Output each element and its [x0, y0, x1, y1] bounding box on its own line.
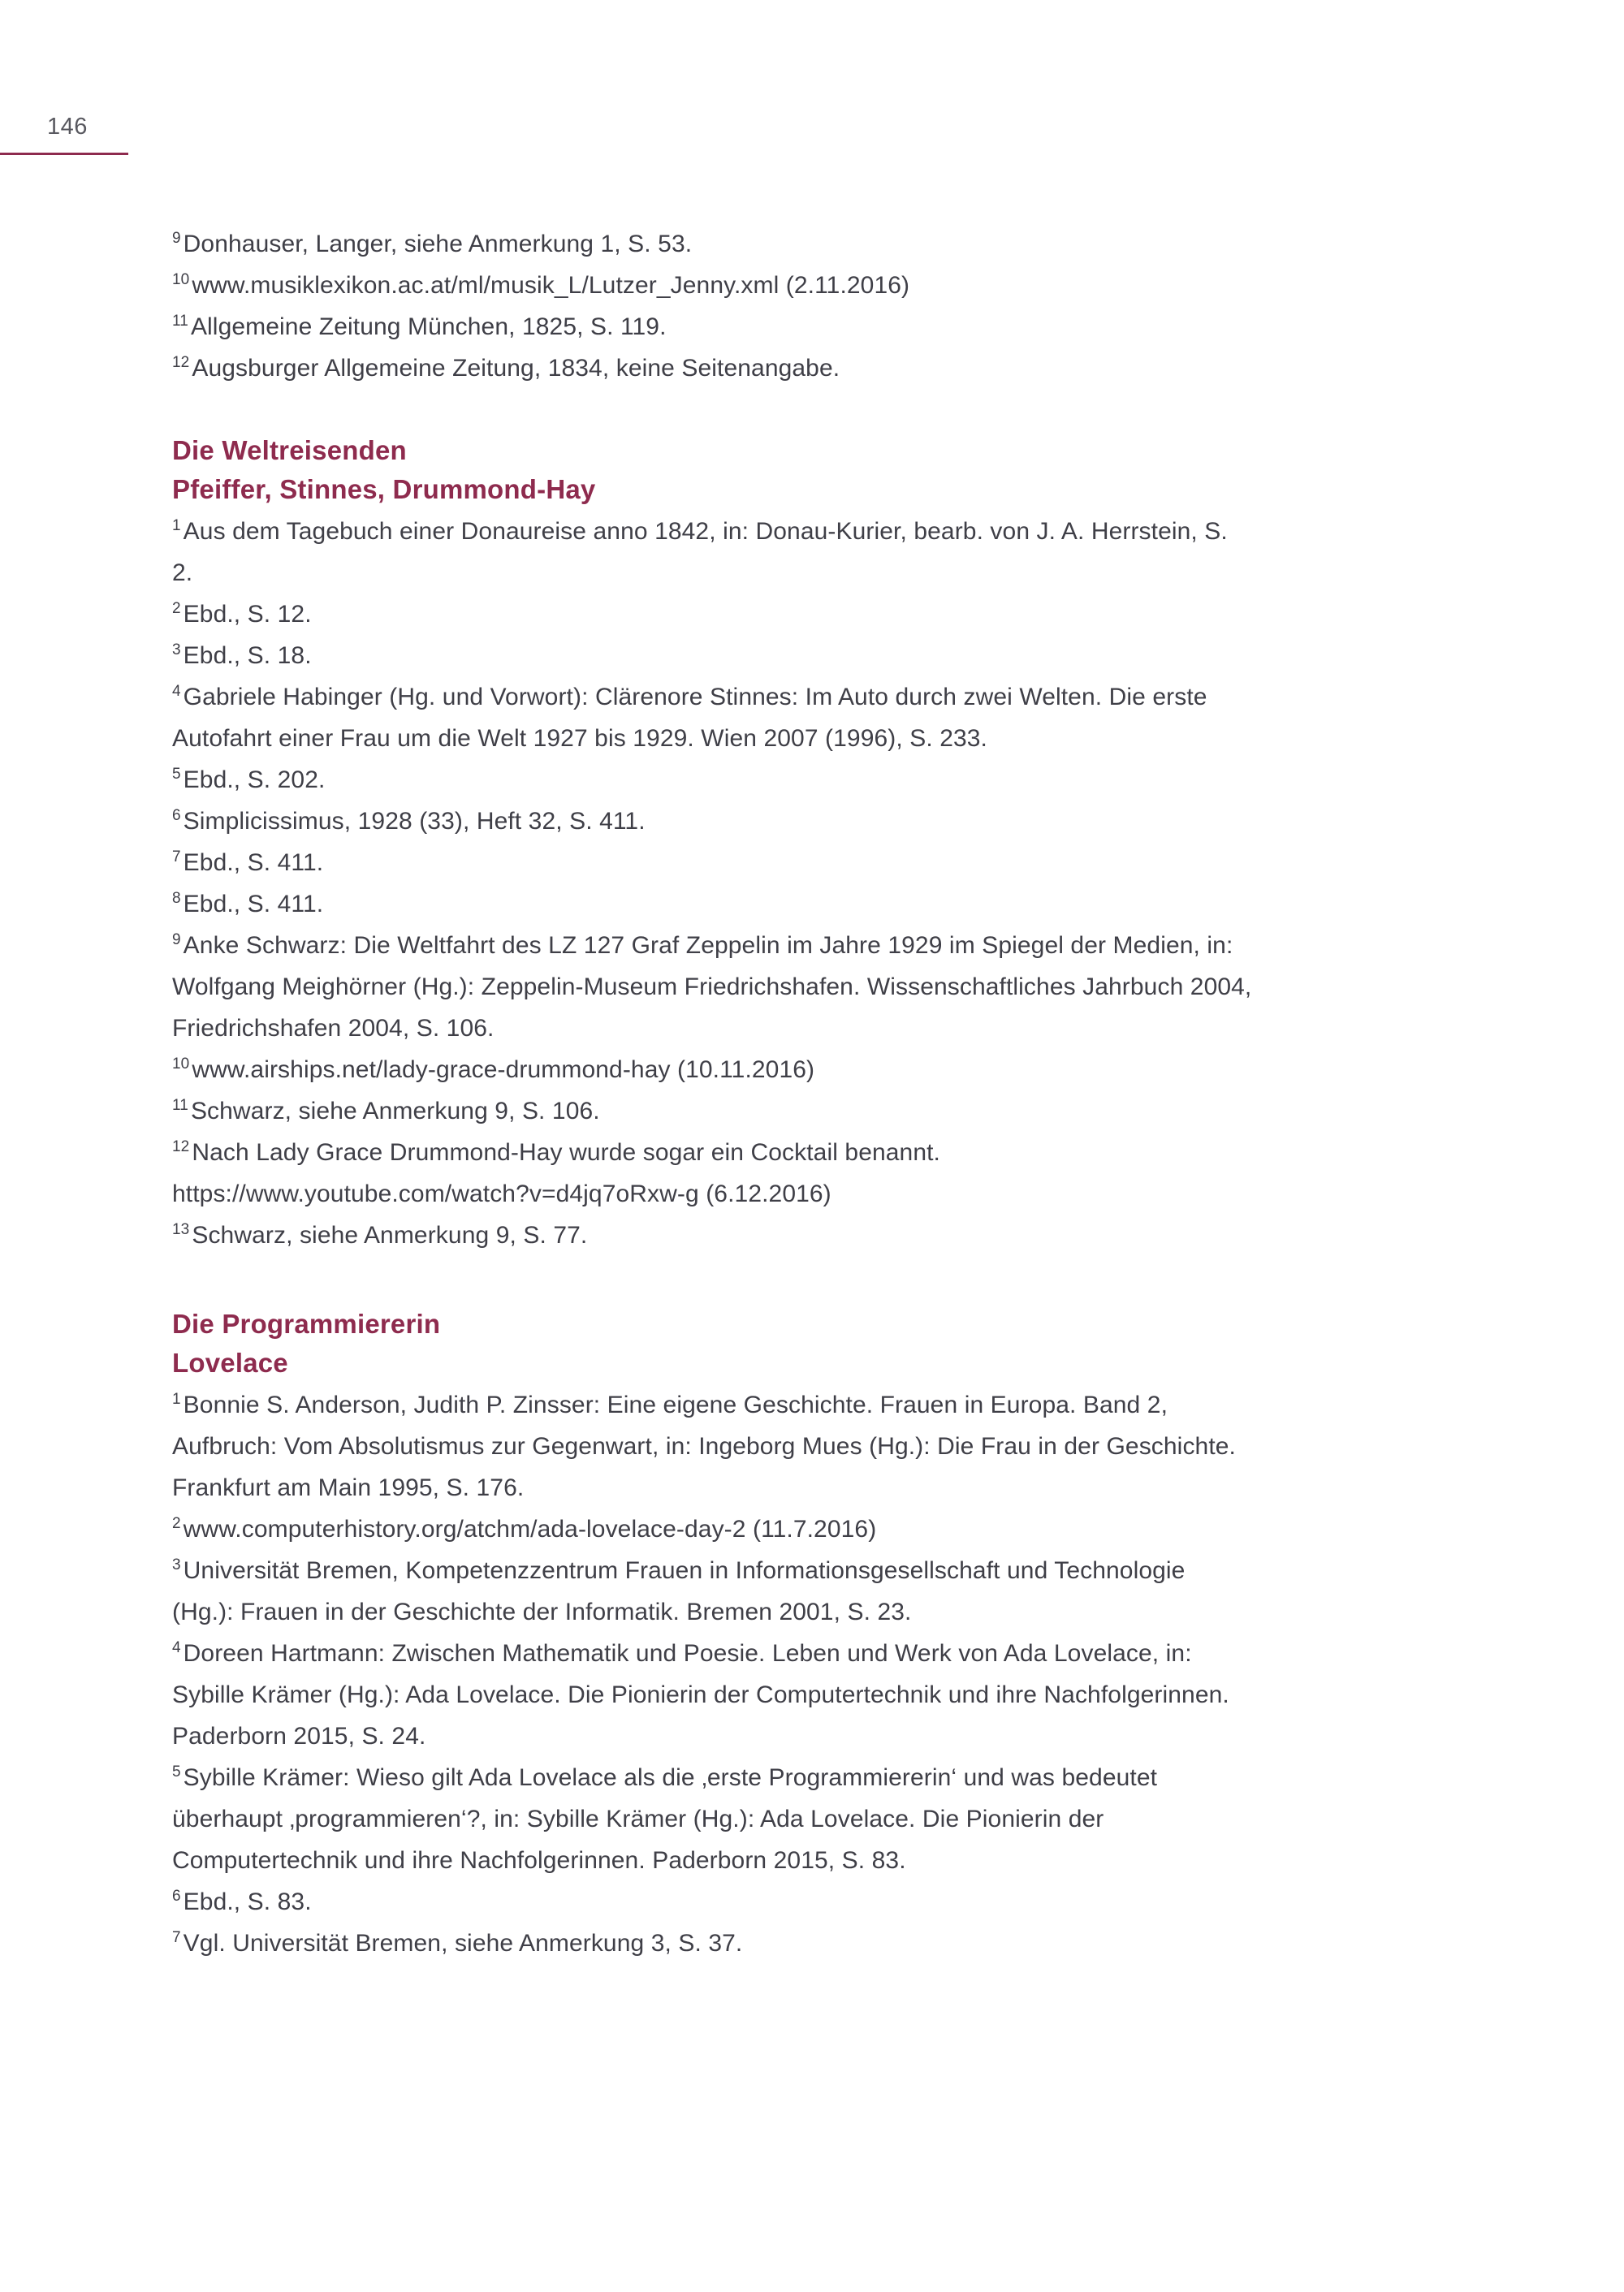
note-marker: 5 — [172, 766, 181, 783]
note-text: www.musiklexikon.ac.at/ml/musik_L/Lutzer_Jenny.xml (2.11.2016) — [192, 272, 910, 299]
note-text: Aus dem Tagebuch einer Donaureise anno 1842, in: Donau-Kurier, bearb. von J. A. Herrstein, S. 2. — [172, 518, 1228, 586]
note-item — [172, 801, 1252, 842]
note-marker: 7 — [172, 1929, 181, 1946]
note-marker: 5 — [172, 1763, 181, 1781]
note-marker: 6 — [172, 807, 181, 824]
note-marker: 10 — [172, 271, 190, 288]
section-die-programmiererin — [172, 1305, 1252, 1964]
note-item — [172, 306, 1252, 347]
note-text: Ebd., S. 202. — [183, 766, 326, 793]
section-title: Die Weltreisenden — [172, 435, 407, 465]
note-marker: 9 — [172, 230, 181, 247]
note-item — [172, 925, 1252, 1049]
note-text: Bonnie S. Anderson, Judith P. Zinsser: Eine eigene Geschichte. Frauen in Europa. Band 2, Aufbruch: Vom Absolutismus zur Gegenwart, in: Ingeborg Mues (Hg.): Die Frau in der Geschichte. Frankfurt am Main 1995, S. 176. — [172, 1392, 1236, 1501]
note-item — [172, 594, 1252, 635]
note-marker: 6 — [172, 1888, 181, 1905]
note-marker: 1 — [172, 517, 181, 534]
spacer — [172, 389, 1252, 431]
top-notes-block — [172, 223, 1252, 389]
note-marker: 2 — [172, 1515, 181, 1532]
note-marker: 4 — [172, 683, 181, 700]
note-text: Anke Schwarz: Die Weltfahrt des LZ 127 Graf Zeppelin im Jahre 1929 im Spiegel der Medien, in: Wolfgang Meighörner (Hg.): Zeppelin-Museum Friedrichshafen. Wissenschaftliches Jahrbuch 2004, Friedrichshafen 2004, S. 106. — [172, 932, 1252, 1042]
note-text: www.computerhistory.org/atchm/ada-lovelace-day-2 (11.7.2016) — [183, 1516, 877, 1543]
note-text: Simplicissimus, 1928 (33), Heft 32, S. 411. — [183, 808, 646, 835]
note-text: Nach Lady Grace Drummond-Hay wurde sogar ein Cocktail benannt. https://www.youtube.com/watch?v=d4jq7oRxw-g (6.12.2016) — [172, 1139, 940, 1207]
note-text: Allgemeine Zeitung München, 1825, S. 119. — [190, 313, 667, 340]
note-item — [172, 265, 1252, 306]
note-marker: 7 — [172, 848, 181, 865]
section-subtitle: Pfeiffer, Stinnes, Drummond-Hay — [172, 474, 596, 504]
spacer — [172, 1256, 1252, 1305]
note-text: Ebd., S. 411. — [183, 849, 324, 876]
section-subtitle: Lovelace — [172, 1348, 288, 1378]
note-marker: 3 — [172, 641, 181, 658]
note-marker: 4 — [172, 1639, 181, 1656]
header-rule — [0, 153, 128, 155]
page-number: 146 — [47, 114, 88, 140]
note-item — [172, 1550, 1252, 1633]
note-marker: 1 — [172, 1391, 181, 1408]
note-item — [172, 1215, 1252, 1256]
note-text: Gabriele Habinger (Hg. und Vorwort): Clärenore Stinnes: Im Auto durch zwei Welten. Die erste Autofahrt einer Frau um die Welt 1927 bis 1929. Wien 2007 (1996), S. 233. — [172, 684, 1207, 752]
note-marker: 12 — [172, 1138, 190, 1155]
note-item — [172, 511, 1252, 594]
note-marker: 12 — [172, 354, 190, 371]
note-item — [172, 1090, 1252, 1132]
note-text: Schwarz, siehe Anmerkung 9, S. 106. — [190, 1098, 600, 1124]
note-item — [172, 635, 1252, 676]
note-marker: 2 — [172, 600, 181, 617]
note-text: Ebd., S. 18. — [183, 642, 312, 669]
section-die-weltreisenden — [172, 431, 1252, 1256]
section-title: Die Programmiererin — [172, 1309, 441, 1339]
note-text: Ebd., S. 12. — [183, 601, 312, 628]
endnotes-column — [172, 223, 1252, 1964]
note-item — [172, 1757, 1252, 1881]
note-marker: 11 — [172, 313, 188, 330]
note-marker: 10 — [172, 1055, 190, 1073]
note-item — [172, 1633, 1252, 1757]
note-marker: 9 — [172, 931, 181, 948]
note-item — [172, 1509, 1252, 1550]
note-item — [172, 1049, 1252, 1090]
note-item — [172, 347, 1252, 389]
note-text: Sybille Krämer: Wieso gilt Ada Lovelace als die ‚erste Programmiererin‘ und was bedeutet überhaupt ‚programmieren‘?, in: Sybille Krämer (Hg.): Ada Lovelace. Die Pionierin der Computertechnik und ihre Nachfolgerinnen. Paderborn 2015, S. 83. — [172, 1764, 1158, 1874]
note-text: Ebd., S. 411. — [183, 891, 324, 917]
note-marker: 8 — [172, 890, 181, 907]
note-marker: 11 — [172, 1097, 188, 1114]
note-text: Ebd., S. 83. — [183, 1888, 312, 1915]
note-text: Vgl. Universität Bremen, siehe Anmerkung 3, S. 37. — [183, 1930, 743, 1957]
note-text: Donhauser, Langer, siehe Anmerkung 1, S. 53. — [183, 231, 693, 257]
note-item — [172, 1132, 1252, 1215]
note-item — [172, 883, 1252, 925]
note-item — [172, 842, 1252, 883]
note-item — [172, 1923, 1252, 1964]
note-item — [172, 223, 1252, 265]
note-text: www.airships.net/lady-grace-drummond-hay (10.11.2016) — [192, 1056, 815, 1083]
note-text: Augsburger Allgemeine Zeitung, 1834, keine Seitenangabe. — [192, 355, 840, 382]
note-text: Schwarz, siehe Anmerkung 9, S. 77. — [192, 1222, 588, 1249]
note-marker: 3 — [172, 1556, 181, 1573]
note-text: Universität Bremen, Kompetenzzentrum Frauen in Informationsgesellschaft und Technologie (Hg.): Frauen in der Geschichte der Informatik. Bremen 2001, S. 23. — [172, 1557, 1186, 1625]
note-item — [172, 1881, 1252, 1923]
note-text: Doreen Hartmann: Zwischen Mathematik und Poesie. Leben und Werk von Ada Lovelace, in: Sybille Krämer (Hg.): Ada Lovelace. Die Pionierin der Computertechnik und ihre Nachfolgerinnen. Paderborn 2015, S. 24. — [172, 1640, 1229, 1750]
note-item — [172, 759, 1252, 801]
note-marker: 13 — [172, 1221, 190, 1238]
note-item — [172, 676, 1252, 759]
note-item — [172, 1384, 1252, 1509]
